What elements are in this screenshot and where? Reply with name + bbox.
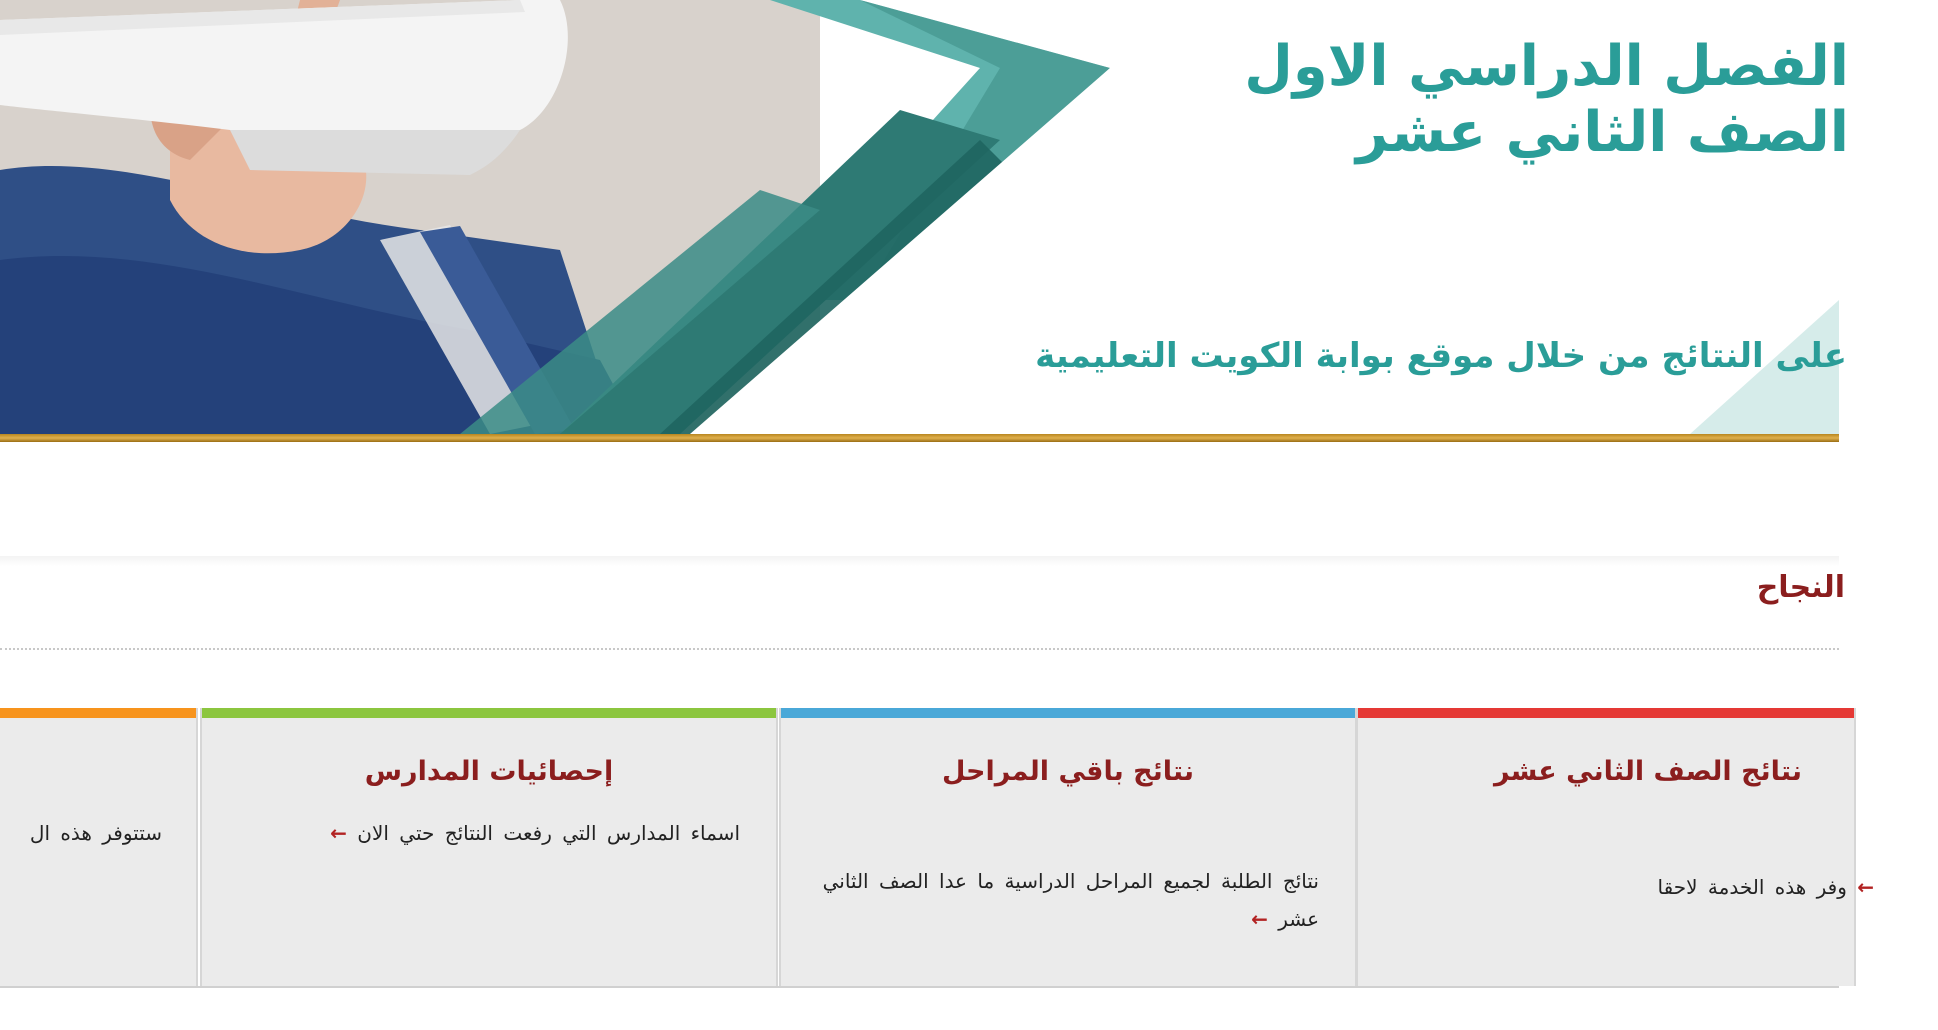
card-desc-text: ستتوفر هذه ال bbox=[29, 821, 162, 845]
banner-headline-line1: الفصل الدراسي الاول bbox=[1244, 34, 1849, 99]
card-color-bar bbox=[0, 708, 196, 718]
nav-strip bbox=[0, 442, 1839, 562]
card-desc[interactable] bbox=[220, 814, 740, 852]
card-color-bar bbox=[1358, 708, 1854, 718]
card-desc-text: اسماء المدارس التي رفعت النتائج حتي الان bbox=[357, 821, 740, 845]
nav-shadow bbox=[0, 556, 1839, 566]
card-partial[interactable] bbox=[0, 708, 198, 986]
card-desc[interactable] bbox=[1658, 868, 1874, 906]
gold-divider bbox=[0, 434, 1839, 442]
card-desc-text: نتائج الطلبة لجميع المراحل الدراسية ما عدا الصف الثاني عشر bbox=[822, 869, 1319, 931]
card-desc bbox=[30, 814, 162, 852]
dotted-divider bbox=[0, 648, 1839, 650]
arrow-left-icon: ← bbox=[1251, 907, 1268, 931]
arrow-left-icon: ← bbox=[330, 821, 347, 845]
card-color-bar bbox=[781, 708, 1355, 718]
card-desc-text: وفر هذه الخدمة لاحقا bbox=[1657, 875, 1847, 899]
card-other-stages-results[interactable] bbox=[779, 708, 1357, 986]
card-school-statistics[interactable] bbox=[200, 708, 778, 986]
banner-subline: على النتائج من خلال موقع بوابة الكويت التعليمية bbox=[1035, 336, 1847, 376]
card-title: إحصائيات المدارس bbox=[364, 756, 614, 787]
card-grade12-results[interactable] bbox=[1356, 708, 1874, 986]
cards-bottom-line bbox=[0, 986, 1839, 988]
card-desc[interactable] bbox=[799, 862, 1319, 938]
arrow-left-icon: ← bbox=[1857, 875, 1874, 899]
card-title: نتائج باقي المراحل bbox=[941, 756, 1195, 787]
hero-banner bbox=[0, 0, 1849, 434]
section-title: النجاح bbox=[1756, 570, 1845, 605]
card-color-bar bbox=[202, 708, 776, 718]
banner-headline-line2: الصف الثاني عشر bbox=[1356, 100, 1849, 165]
card-title-text: نتائج الصف الثاني عشر bbox=[1494, 756, 1802, 787]
